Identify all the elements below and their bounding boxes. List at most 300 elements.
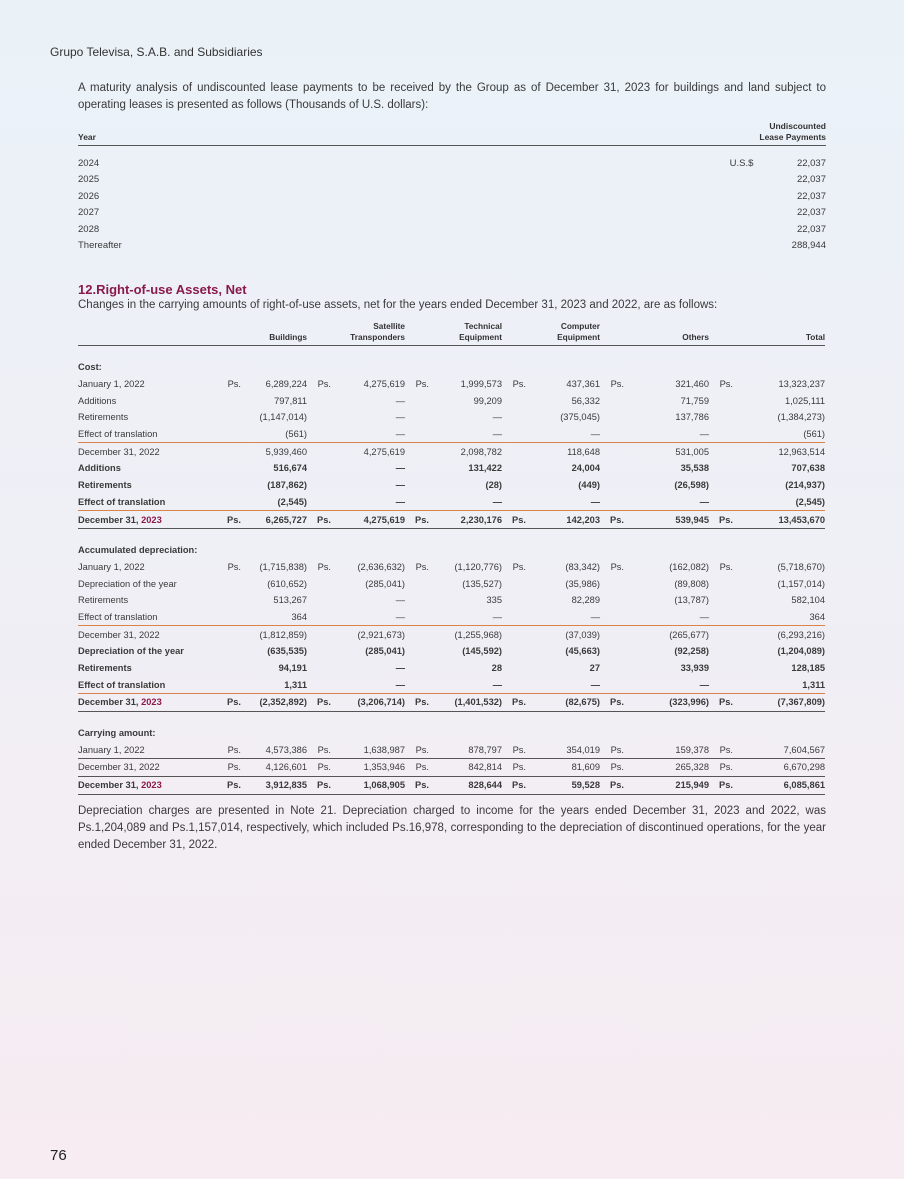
currency-cell: Ps. (415, 379, 430, 390)
currency-cell: Ps. (218, 511, 245, 529)
value-cell: — (433, 609, 502, 626)
value-cell: — (395, 395, 406, 406)
row-label: Additions (78, 463, 121, 474)
value-cell: (187,862) (267, 480, 308, 491)
row-label: December 31, 2022 (78, 629, 160, 640)
currency-cell (502, 609, 530, 626)
value-cell: 6,289,224 (265, 379, 308, 390)
depreciation-note: Depreciation charges are presented in Note 21. Depreciation charged to income for the years ended December 31, 2023 and 2022, was Ps.1,204,089 and Ps.1,157,014, respectively, which included Ps.16,978, corresponding to the depreciation of discontinued operations, for the year ended December 31, 2022. (78, 805, 826, 851)
row-label: Retirements (78, 480, 132, 491)
row-label: Retirements (78, 595, 129, 606)
value-cell: (82,675) (530, 694, 600, 712)
table-row (78, 676, 825, 693)
col-technical: Technical Equipment (405, 321, 502, 346)
currency-cell: Ps. (415, 561, 430, 572)
value-cell: 364 (245, 609, 307, 626)
table-row (78, 592, 825, 609)
currency-cell (600, 660, 628, 677)
currency-cell: Ps. (600, 694, 628, 712)
section-title: 12.Right-of-use Assets, Net (78, 282, 247, 297)
col-computer: Computer Equipment (502, 321, 600, 346)
currency-cell: Ps. (610, 379, 625, 390)
currency-cell: Ps. (218, 776, 245, 794)
value-cell: (610,652) (267, 578, 308, 589)
value-cell: 6,670,298 (737, 759, 825, 777)
row-label: January 1, 2022 (78, 379, 145, 390)
value-cell: 364 (737, 609, 825, 626)
value-cell: 531,005 (675, 446, 710, 457)
value-cell: 82,289 (571, 595, 601, 606)
table-row (78, 776, 825, 794)
value-cell: 1,638,987 (335, 741, 405, 758)
currency-cell (709, 609, 737, 626)
currency-cell (709, 392, 737, 409)
currency-cell (600, 676, 628, 693)
currency-cell (218, 460, 245, 477)
currency-cell (600, 392, 628, 409)
row-label: Additions (78, 395, 117, 406)
value-cell: — (335, 426, 405, 443)
currency-cell (405, 643, 433, 660)
value-cell: (323,996) (628, 694, 709, 712)
currency-cell (218, 494, 245, 511)
value-cell: 321,460 (675, 379, 710, 390)
col-satellite: Satellite Transponders (307, 321, 405, 346)
currency-cell (502, 460, 530, 477)
row-label: Depreciation of the year (78, 646, 184, 657)
value-cell: 5,939,460 (265, 446, 308, 457)
value-cell: 4,275,619 (363, 379, 406, 390)
lease-row: 2025 22,037 (78, 174, 826, 186)
value-cell: 13,453,670 (737, 511, 825, 529)
currency-cell (709, 443, 737, 460)
currency-cell: Ps. (600, 759, 628, 777)
currency-cell: Ps. (307, 511, 335, 529)
lease-row: 2026 22,037 (78, 190, 826, 202)
value-cell: 13,323,237 (778, 379, 826, 390)
value-cell: 215,949 (628, 776, 709, 794)
value-cell: (561) (245, 426, 307, 443)
value-cell: (635,535) (267, 646, 308, 657)
row-spacer (78, 346, 825, 360)
value-cell: (1,401,532) (433, 694, 502, 712)
table-row (78, 559, 825, 576)
currency-cell: Ps. (405, 759, 433, 777)
currency-cell (307, 477, 335, 494)
value-cell: 842,814 (433, 759, 502, 777)
group-title-label: Cost: (78, 362, 102, 373)
value-cell: — (335, 676, 405, 693)
currency-cell (307, 392, 335, 409)
currency-cell (600, 460, 628, 477)
value-cell: (35,986) (565, 578, 601, 589)
row-label: December 31, 2022 (78, 759, 218, 777)
currency-cell (502, 626, 530, 643)
value-cell: 131,422 (468, 463, 503, 474)
value-cell: — (492, 412, 503, 423)
group-title (78, 359, 825, 376)
currency-cell (600, 626, 628, 643)
currency-cell: Ps. (405, 511, 433, 529)
lease-row: 2028 22,037 (78, 223, 826, 235)
currency-cell (709, 477, 737, 494)
currency-cell (405, 609, 433, 626)
table-row (78, 609, 825, 626)
currency-cell (405, 392, 433, 409)
currency-cell (405, 494, 433, 511)
value-cell: (285,041) (365, 578, 406, 589)
value-cell: 6,085,861 (737, 776, 825, 794)
currency-cell (709, 494, 737, 511)
value-cell: 24,004 (571, 463, 601, 474)
currency-cell (600, 443, 628, 460)
row-label: Retirements (78, 412, 129, 423)
value-cell: — (395, 480, 406, 491)
lease-maturity-table (78, 121, 826, 254)
value-cell: (7,367,809) (737, 694, 825, 712)
currency-cell (218, 660, 245, 677)
currency-cell (405, 660, 433, 677)
currency-cell: Ps. (719, 561, 734, 572)
value-cell: (1,157,014) (777, 578, 826, 589)
currency-cell (405, 575, 433, 592)
currency-cell: Ps. (307, 759, 335, 777)
value-cell: 7,604,567 (737, 741, 825, 758)
currency-cell (502, 660, 530, 677)
table-row (78, 460, 825, 477)
lease-row: 2024 U.S.$ 22,037 (78, 155, 826, 172)
table-row (78, 392, 825, 409)
value-cell: (265,677) (669, 629, 710, 640)
value-cell: (2,921,673) (357, 629, 406, 640)
value-cell: (1,715,838) (259, 561, 308, 572)
table-row (78, 660, 825, 677)
value-cell: (6,293,216) (777, 629, 826, 640)
currency-cell: Ps. (709, 511, 737, 529)
value-cell: 335 (486, 595, 503, 606)
value-cell: — (628, 609, 709, 626)
row-label: Effect of translation (78, 494, 218, 511)
table-row (78, 643, 825, 660)
currency-cell (405, 426, 433, 443)
lease-col-year: Year (78, 121, 713, 146)
currency-cell: Ps. (405, 741, 433, 758)
currency-cell (405, 676, 433, 693)
value-cell: 582,104 (791, 595, 826, 606)
value-cell: 28 (491, 663, 503, 674)
value-cell: 56,332 (571, 395, 601, 406)
value-cell: (5,718,670) (777, 561, 826, 572)
currency-cell: Ps. (709, 776, 737, 794)
row-label: December 31, 2023 (78, 694, 218, 712)
value-cell: 1,311 (245, 676, 307, 693)
currency-cell: Ps. (307, 776, 335, 794)
col-total: Total (709, 321, 825, 346)
value-cell: (2,352,892) (245, 694, 307, 712)
value-cell: (375,045) (560, 412, 601, 423)
value-cell: (1,147,014) (259, 412, 308, 423)
value-cell: (3,206,714) (335, 694, 405, 712)
value-cell: 1,068,905 (335, 776, 405, 794)
value-cell: 4,126,601 (245, 759, 307, 777)
currency-cell (218, 592, 245, 609)
currency-cell (502, 409, 530, 426)
value-cell: (37,039) (565, 629, 601, 640)
value-cell: 1,025,111 (785, 395, 826, 406)
value-cell: — (628, 676, 709, 693)
value-cell: 128,185 (791, 663, 826, 674)
currency-cell (307, 575, 335, 592)
currency-cell: Ps. (512, 561, 527, 572)
currency-cell (405, 477, 433, 494)
value-cell: — (395, 463, 406, 474)
currency-cell: Ps. (709, 741, 737, 758)
value-cell: 12,963,514 (778, 446, 826, 457)
group-title (78, 542, 825, 559)
currency-cell: Ps. (218, 759, 245, 777)
lease-row: 2027 22,037 (78, 207, 826, 219)
row-label: Effect of translation (78, 426, 218, 443)
value-cell: 59,528 (530, 776, 600, 794)
currency-cell (600, 477, 628, 494)
value-cell: — (433, 494, 502, 511)
table-row (78, 575, 825, 592)
value-cell: (1,204,089) (777, 646, 826, 657)
currency-cell (307, 660, 335, 677)
currency-cell: Ps. (719, 379, 734, 390)
value-cell: 159,378 (628, 741, 709, 758)
value-cell: (285,041) (365, 646, 406, 657)
table-row (78, 694, 825, 712)
value-cell: (89,808) (674, 578, 710, 589)
table-row (78, 376, 825, 393)
currency-cell (307, 409, 335, 426)
section-intro: Changes in the carrying amounts of right-of-use assets, net for the years ended December 31, 2023 and 2022, are as follows: (78, 299, 718, 311)
value-cell: — (628, 426, 709, 443)
col-buildings: Buildings (218, 321, 307, 346)
value-cell: (1,812,859) (259, 629, 308, 640)
table-row (78, 759, 825, 777)
currency-cell (600, 426, 628, 443)
row-label: December 31, 2022 (78, 446, 160, 457)
currency-cell (218, 392, 245, 409)
currency-cell (502, 392, 530, 409)
currency-cell: Ps. (502, 511, 530, 529)
currency-cell (709, 660, 737, 677)
currency-cell (218, 443, 245, 460)
row-label: Depreciation of the year (78, 578, 177, 589)
row-spacer (78, 711, 825, 725)
currency-cell: Ps. (218, 741, 245, 758)
currency-cell: Ps. (307, 694, 335, 712)
currency-cell (307, 626, 335, 643)
currency-cell (709, 676, 737, 693)
value-cell: 137,786 (675, 412, 710, 423)
rou-header-row (78, 321, 825, 346)
currency-cell (307, 426, 335, 443)
currency-cell (709, 643, 737, 660)
currency-cell (709, 409, 737, 426)
currency-cell (600, 575, 628, 592)
currency-cell: Ps. (502, 759, 530, 777)
value-cell: — (530, 676, 600, 693)
value-cell: 4,275,619 (363, 446, 406, 457)
currency-cell: Ps. (600, 511, 628, 529)
row-spacer (78, 528, 825, 542)
currency-cell (600, 592, 628, 609)
value-cell: 707,638 (791, 463, 826, 474)
value-cell: 828,644 (433, 776, 502, 794)
group-title-label: Carrying amount: (78, 728, 156, 739)
value-cell: (214,937) (785, 480, 826, 491)
value-cell: (92,258) (674, 646, 710, 657)
currency-cell (600, 409, 628, 426)
value-cell: — (335, 494, 405, 511)
value-cell: (45,663) (565, 646, 601, 657)
row-label: Effect of translation (78, 609, 218, 626)
row-label: December 31, 2023 (78, 776, 218, 794)
value-cell: — (335, 609, 405, 626)
value-cell: 71,759 (680, 395, 710, 406)
value-cell: 35,538 (680, 463, 710, 474)
currency-cell (502, 494, 530, 511)
table-row (78, 494, 825, 511)
value-cell: 3,912,835 (245, 776, 307, 794)
currency-cell: Ps. (317, 379, 332, 390)
currency-cell (502, 477, 530, 494)
currency-cell: Ps. (218, 694, 245, 712)
value-cell: — (530, 494, 600, 511)
table-row (78, 741, 825, 758)
value-cell: — (395, 595, 406, 606)
value-cell: 437,361 (566, 379, 601, 390)
currency-cell: Ps. (502, 741, 530, 758)
value-cell: 4,275,619 (335, 511, 405, 529)
currency-cell: Ps. (405, 694, 433, 712)
currency-cell: Ps. (600, 741, 628, 758)
table-row (78, 409, 825, 426)
value-cell: 27 (589, 663, 601, 674)
currency-cell (502, 643, 530, 660)
value-cell: — (433, 426, 502, 443)
value-cell: 1,353,946 (335, 759, 405, 777)
currency-cell: Ps. (709, 694, 737, 712)
currency-cell (405, 592, 433, 609)
currency-cell (600, 643, 628, 660)
group-title (78, 725, 825, 742)
value-cell: 118,648 (567, 446, 601, 457)
table-row (78, 626, 825, 643)
currency-cell (307, 494, 335, 511)
value-cell: 99,209 (473, 395, 503, 406)
value-cell: 1,999,573 (460, 379, 503, 390)
value-cell: 878,797 (433, 741, 502, 758)
value-cell: 6,265,727 (245, 511, 307, 529)
currency-cell (218, 676, 245, 693)
currency-cell (502, 676, 530, 693)
currency-cell (502, 443, 530, 460)
value-cell: (83,342) (565, 561, 601, 572)
table-row (78, 426, 825, 443)
value-cell: (28) (485, 480, 503, 491)
value-cell: (162,082) (669, 561, 710, 572)
currency-cell (307, 676, 335, 693)
value-cell: 4,573,386 (245, 741, 307, 758)
currency-cell: Ps. (512, 379, 527, 390)
page-header: Grupo Televisa, S.A.B. and Subsidiaries (50, 45, 263, 59)
currency-cell: Ps. (600, 776, 628, 794)
page-number: 76 (50, 1147, 67, 1164)
value-cell: (135,527) (462, 578, 503, 589)
row-label: January 1, 2022 (78, 741, 218, 758)
value-cell: 354,019 (530, 741, 600, 758)
currency-cell (709, 460, 737, 477)
value-cell: (2,636,632) (357, 561, 406, 572)
value-cell: 2,230,176 (433, 511, 502, 529)
currency-cell (405, 443, 433, 460)
lease-header-row (78, 121, 826, 146)
currency-cell (218, 477, 245, 494)
currency-cell (600, 494, 628, 511)
value-cell: 513,267 (273, 595, 308, 606)
currency-cell (218, 626, 245, 643)
value-cell: — (433, 676, 502, 693)
table-row (78, 443, 825, 460)
currency-cell (218, 426, 245, 443)
value-cell: — (395, 663, 406, 674)
currency-cell (218, 609, 245, 626)
lease-row: Thereafter 288,944 (78, 240, 826, 252)
currency-cell: Ps. (317, 561, 332, 572)
currency-cell: Ps. (307, 741, 335, 758)
value-cell: 142,203 (530, 511, 600, 529)
currency-cell (502, 426, 530, 443)
row-label: December 31, 2023 (78, 511, 218, 529)
value-cell: (561) (737, 426, 825, 443)
value-cell: 33,939 (680, 663, 710, 674)
value-cell: (13,787) (674, 595, 710, 606)
currency-cell: Ps. (709, 759, 737, 777)
currency-cell: Ps. (502, 776, 530, 794)
table-row (78, 511, 825, 529)
lease-intro-text: A maturity analysis of undiscounted lease payments to be received by the Group as of December 31, 2023 for buildings and land subject to operating leases is presented as follows (Thousands of U.S. dollars): (78, 82, 826, 111)
lease-col-payments: Undiscounted Lease Payments (759, 121, 826, 146)
value-cell: 2,098,782 (460, 446, 503, 457)
currency-label: U.S.$ (729, 157, 754, 169)
currency-cell: Ps. (610, 561, 625, 572)
value-cell: (26,598) (674, 480, 710, 491)
currency-cell: Ps. (405, 776, 433, 794)
value-cell: 94,191 (278, 663, 308, 674)
value-cell: — (530, 609, 600, 626)
value-cell: (449) (578, 480, 601, 491)
currency-cell (709, 592, 737, 609)
currency-cell (218, 409, 245, 426)
row-label: January 1, 2022 (78, 561, 145, 572)
currency-cell (405, 626, 433, 643)
row-label: Effect of translation (78, 676, 218, 693)
currency-cell (709, 426, 737, 443)
currency-cell (218, 575, 245, 592)
value-cell: 516,674 (273, 463, 308, 474)
value-cell: (2,545) (737, 494, 825, 511)
group-title-label: Accumulated depreciation: (78, 545, 198, 556)
currency-cell (307, 609, 335, 626)
currency-cell: Ps. (227, 379, 241, 390)
currency-cell (307, 443, 335, 460)
currency-cell (709, 626, 737, 643)
currency-cell (502, 592, 530, 609)
